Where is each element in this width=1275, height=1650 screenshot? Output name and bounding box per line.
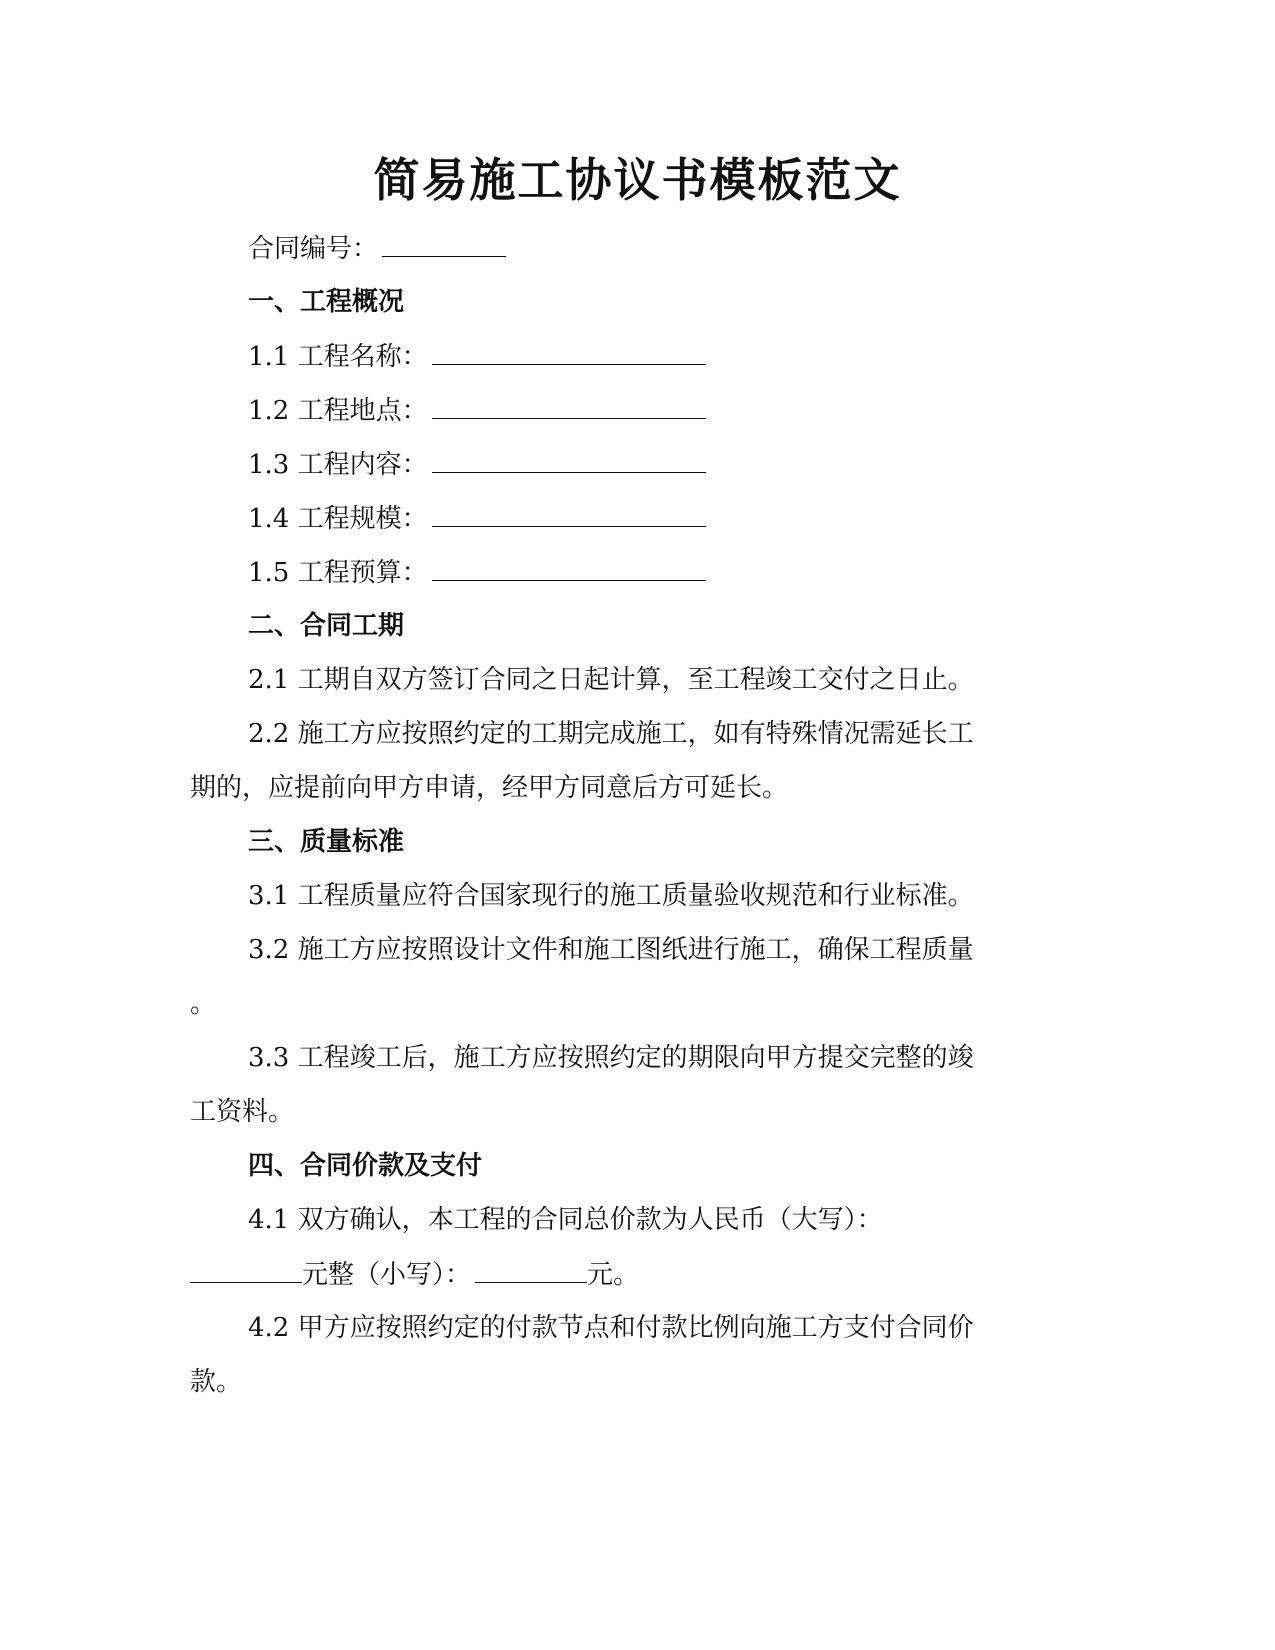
amount-end-text: 元。 <box>587 1260 640 1290</box>
project-location-label: 工程地点： <box>297 396 428 426</box>
project-scale-field[interactable] <box>432 498 706 527</box>
section-heading-2: 二、合同工期 <box>248 611 405 641</box>
item-number: 1.4 <box>248 504 290 534</box>
document-title: 简易施工协议书模板范文 <box>373 153 902 207</box>
project-location-field[interactable] <box>432 390 706 419</box>
project-location-line <box>248 390 1070 431</box>
paragraph-2-2-line-2: 期的，应提前向甲方申请，经甲方同意后方可延长。 <box>190 773 789 803</box>
paragraph-4-2-line-1: 4.2 甲方应按照约定的付款节点和付款比例向施工方支付合同价 <box>248 1313 974 1343</box>
project-budget-label: 工程预算： <box>297 558 428 588</box>
amount-uppercase-field[interactable] <box>190 1254 302 1283</box>
project-content-label: 工程内容： <box>297 450 428 480</box>
project-content-field[interactable] <box>432 444 706 473</box>
project-budget-field[interactable] <box>432 552 706 581</box>
section-heading-4: 四、合同价款及支付 <box>248 1151 483 1181</box>
paragraph-3-1: 3.1 工程质量应符合国家现行的施工质量验收规范和行业标准。 <box>248 881 974 911</box>
item-number: 1.2 <box>248 396 290 426</box>
amount-lowercase-field[interactable] <box>475 1254 587 1283</box>
paragraph-3-3-line-2: 工资料。 <box>190 1097 295 1127</box>
project-content-line <box>248 444 1070 485</box>
project-name-line <box>248 336 1070 377</box>
item-number: 1.3 <box>248 450 290 480</box>
amount-mid-text: 元整（小写）： <box>302 1260 472 1290</box>
contract-number-label: 合同编号： <box>248 234 379 264</box>
section-heading-3: 三、质量标准 <box>248 827 405 857</box>
project-scale-label: 工程规模： <box>297 504 428 534</box>
paragraph-2-1: 2.1 工期自双方签订合同之日起计算，至工程竣工交付之日止。 <box>248 665 974 695</box>
contract-number-line <box>248 228 1070 269</box>
item-number: 1.1 <box>248 342 290 372</box>
project-name-field[interactable] <box>432 336 706 365</box>
paragraph-4-1-line-2 <box>190 1254 1070 1295</box>
project-budget-line <box>248 552 1070 593</box>
paragraph-3-2-line-2: 。 <box>190 989 217 1019</box>
paragraph-3-2-line-1: 3.2 施工方应按照设计文件和施工图纸进行施工，确保工程质量 <box>248 935 974 965</box>
item-number: 1.5 <box>248 558 290 588</box>
paragraph-4-1-line-1: 4.1 双方确认，本工程的合同总价款为人民币（大写）： <box>248 1205 883 1235</box>
section-heading-1: 一、工程概况 <box>248 287 405 317</box>
paragraph-4-2-line-2: 款。 <box>190 1367 243 1397</box>
contract-number-field[interactable] <box>382 228 506 257</box>
project-scale-line <box>248 498 1070 539</box>
paragraph-2-2-line-1: 2.2 施工方应按照约定的工期完成施工，如有特殊情况需延长工 <box>248 719 974 749</box>
project-name-label: 工程名称： <box>297 342 428 372</box>
paragraph-3-3-line-1: 3.3 工程竣工后，施工方应按照约定的期限向甲方提交完整的竣 <box>248 1043 974 1073</box>
